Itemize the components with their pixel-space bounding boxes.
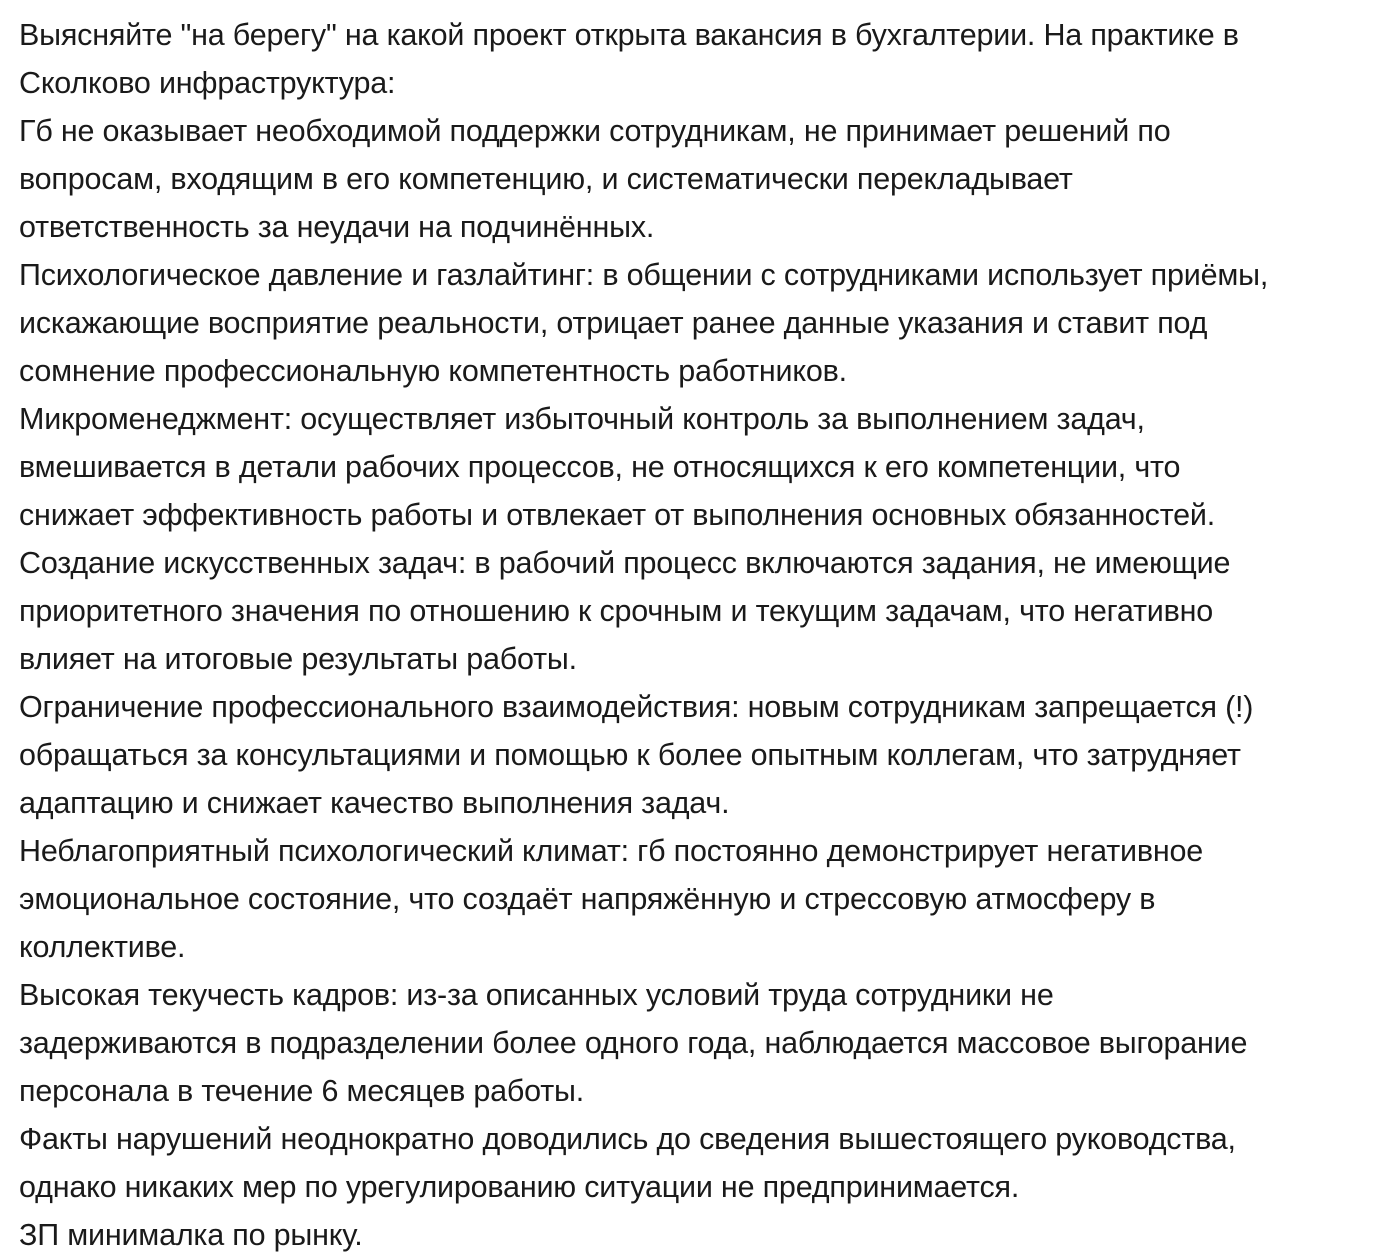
review-line: вопросам, входящим в его компетенцию, и систематически перекладывает — [19, 162, 1073, 196]
review-line: обращаться за консультациями и помощью к более опытным коллегам, что затрудняет — [19, 738, 1241, 772]
review-line: Ограничение профессионального взаимодействия: новым сотрудникам запрещается (!) — [19, 690, 1254, 724]
review-line: адаптацию и снижает качество выполнения задач. — [19, 786, 730, 820]
review-line: Факты нарушений неоднократно доводились до сведения вышестоящего руководства, — [19, 1122, 1236, 1156]
review-line: приоритетного значения по отношению к срочным и текущим задачам, что негативно — [19, 594, 1214, 628]
review-line: искажающие восприятие реальности, отрицает ранее данные указания и ставит под — [19, 306, 1208, 340]
review-line: Сколково инфраструктура: — [19, 66, 396, 100]
review-line: Создание искусственных задач: в рабочий процесс включаются задания, не имеющие — [19, 546, 1231, 580]
review-line: ответственность за неудачи на подчинённых. — [19, 210, 655, 244]
review-line: однако никаких мер по урегулированию ситуации не предпринимается. — [19, 1170, 1020, 1204]
review-line: Неблагоприятный психологический климат: гб постоянно демонстрирует негативное — [19, 834, 1203, 868]
review-line: Высокая текучесть кадров: из-за описанных условий труда сотрудники не — [19, 978, 1054, 1012]
review-line: Микроменеджмент: осуществляет избыточный контроль за выполнением задач, — [19, 402, 1145, 436]
review-line: Гб не оказывает необходимой поддержки сотрудникам, не принимает решений по — [19, 114, 1171, 148]
review-line: вмешивается в детали рабочих процессов, не относящихся к его компетенции, что — [19, 450, 1181, 484]
review-line: снижает эффективность работы и отвлекает от выполнения основных обязанностей. — [19, 498, 1216, 532]
review-line: персонала в течение 6 месяцев работы. — [19, 1074, 585, 1108]
review-line: коллективе. — [19, 930, 186, 964]
review-line: эмоциональное состояние, что создаёт напряжённую и стрессовую атмосферу в — [19, 882, 1156, 916]
review-line: влияет на итоговые результаты работы. — [19, 642, 577, 676]
review-line: ЗП минималка по рынку. — [19, 1218, 363, 1252]
review-line: Выясняйте "на берегу" на какой проект открыта вакансия в бухгалтерии. На практике в — [19, 18, 1239, 52]
review-text-block — [19, 11, 1391, 1259]
review-line: задерживаются в подразделении более одного года, наблюдается массовое выгорание — [19, 1026, 1248, 1060]
review-line: сомнение профессиональную компетентность работников. — [19, 354, 847, 388]
review-line: Психологическое давление и газлайтинг: в общении с сотрудниками использует приёмы, — [19, 258, 1269, 292]
